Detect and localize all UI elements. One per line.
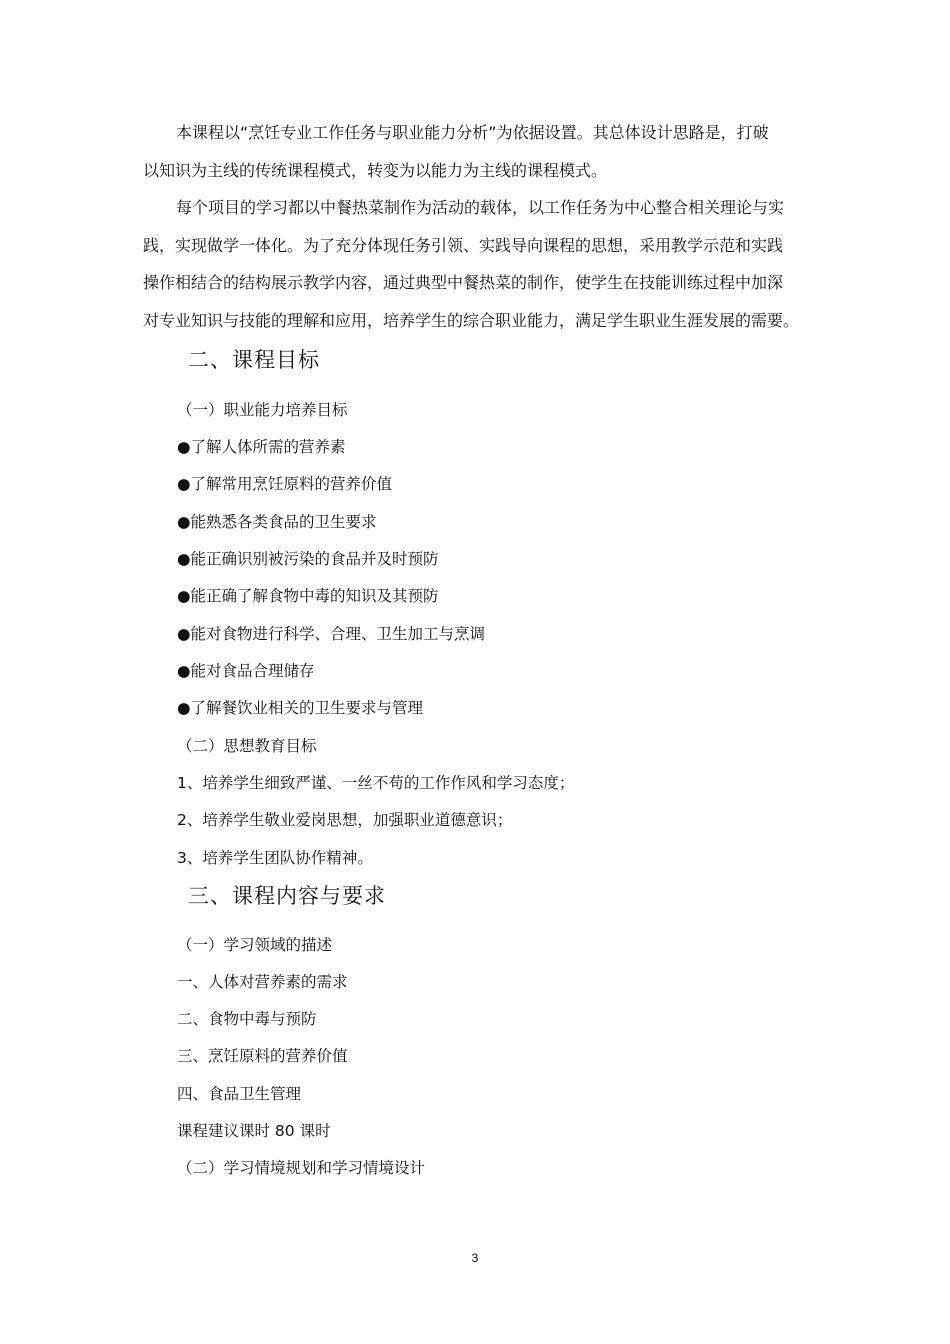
bullet-item: ●能熟悉各类食品的卫生要求 [177, 513, 377, 531]
numbered-item: 1、培养学生细致严谨、一丝不苟的工作作风和学习态度； [177, 774, 575, 792]
bullet-item: ●了解常用烹饪原料的营养价值 [177, 475, 393, 493]
section-heading-course-content: 三、课程内容与要求 [188, 884, 386, 908]
paragraph-line: 每个项目的学习都以中餐热菜制作为活动的载体，以工作任务为中心整合相关理论与实 [176, 198, 785, 217]
bullet-item: ●了解餐饮业相关的卫生要求与管理 [177, 699, 424, 717]
bullet-item: ●了解人体所需的营养素 [177, 438, 346, 456]
bullet-item: ●能对食品合理储存 [177, 662, 315, 680]
page-number: 3 [471, 1251, 479, 1265]
bullet-item: ●能对食物进行科学、合理、卫生加工与烹调 [177, 625, 486, 643]
bullet-item: ●能正确了解食物中毒的知识及其预防 [177, 587, 439, 605]
intro-paragraph-1 [143, 114, 807, 189]
paragraph-line: 本课程以“烹饪专业工作任务与职业能力分析”为依据设置。其总体设计思路是，打破 [176, 123, 769, 142]
section-heading-course-goals: 二、课程目标 [188, 348, 320, 372]
subheading-vocational-goals: （一）职业能力培养目标 [177, 401, 348, 419]
content-item: 三、烹饪原料的营养价值 [177, 1047, 348, 1065]
content-item: 二、食物中毒与预防 [177, 1010, 317, 1028]
paragraph-line: 以知识为主线的传统课程模式，转变为以能力为主线的课程模式。 [143, 160, 608, 180]
paragraph-line: 操作相结合的结构展示教学内容，通过典型中餐热菜的制作，使学生在技能训练过程中加深 [143, 273, 784, 292]
paragraph-line: 对专业知识与技能的理解和应用，培养学生的综合职业能力，满足学生职业生涯发展的需要。 [143, 310, 800, 330]
content-item: 一、人体对营养素的需求 [177, 973, 348, 991]
subheading-ideological-goals: （二）思想教育目标 [177, 737, 317, 755]
intro-paragraph-2 [143, 189, 807, 339]
content-item: 四、食品卫生管理 [177, 1085, 302, 1103]
paragraph-line: 践，实现做学一体化。为了充分体现任务引领、实践导向课程的思想，采用教学示范和实践 [143, 235, 784, 255]
numbered-item: 3、培养学生团队协作精神。 [177, 849, 373, 867]
content-item: 课程建议课时 80 课时 [177, 1122, 331, 1140]
subheading-learning-scenarios: （二）学习情境规划和学习情境设计 [177, 1159, 426, 1177]
bullet-item: ●能正确识别被污染的食品并及时预防 [177, 550, 439, 568]
numbered-item: 2、培养学生敬业爱岗思想，加强职业道德意识； [177, 811, 513, 829]
subheading-learning-domain: （一）学习领域的描述 [177, 936, 333, 954]
